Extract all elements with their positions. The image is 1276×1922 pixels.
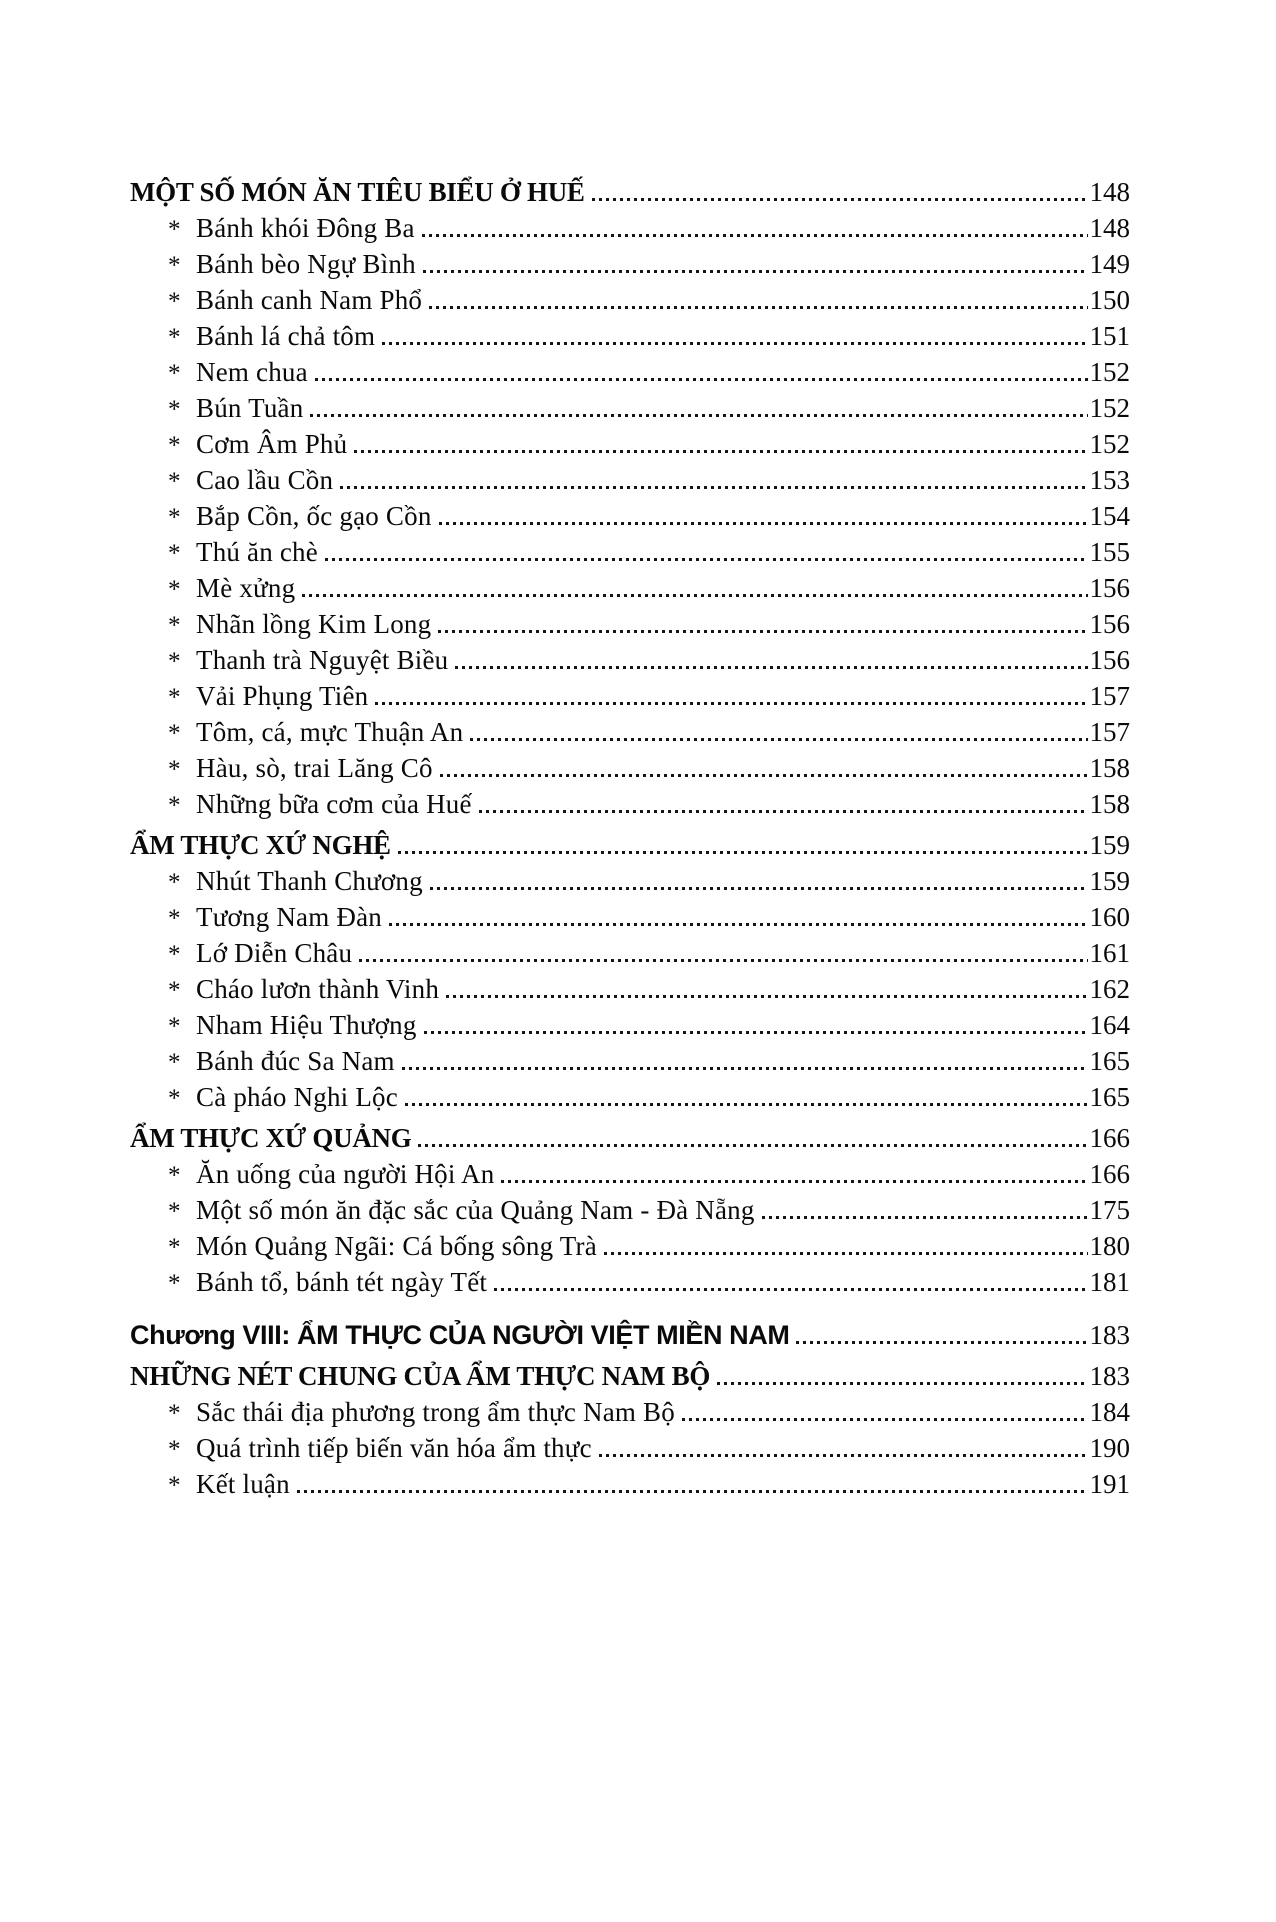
toc-entry [130, 172, 1130, 208]
toc-entry [130, 1262, 1130, 1298]
toc-entry-label: Cà pháo Nghi Lộc [196, 1082, 398, 1113]
toc-entry [130, 1226, 1130, 1262]
toc-entry-label: Nem chua [196, 357, 308, 388]
toc-entry [130, 933, 1130, 969]
dotted-leader [297, 1490, 1088, 1493]
toc-entry-page-number: 166 [1089, 1159, 1130, 1189]
toc-entry [130, 784, 1130, 820]
toc-entry [130, 316, 1130, 352]
toc-entry-page-number: 183 [1089, 1320, 1130, 1350]
toc-entry-page-number: 183 [1089, 1361, 1130, 1391]
dotted-leader [398, 851, 1088, 854]
bullet-asterisk: * [168, 540, 181, 567]
bullet-asterisk: * [168, 905, 181, 932]
dotted-leader [359, 959, 1087, 962]
toc-entry-page-number: 165 [1089, 1046, 1130, 1076]
toc-entry-page-number: 157 [1089, 681, 1130, 711]
toc-entry-label: Lớ Diễn Châu [196, 938, 353, 969]
bullet-asterisk: * [168, 504, 181, 531]
dotted-leader [479, 810, 1088, 813]
dotted-leader [424, 1031, 1088, 1034]
toc-entry [130, 712, 1130, 748]
toc-entry [130, 1041, 1130, 1077]
dotted-leader [470, 738, 1087, 741]
dotted-leader [494, 1288, 1087, 1291]
bullet-asterisk: * [168, 977, 181, 1004]
bullet-asterisk: * [168, 576, 181, 603]
toc-entry [130, 352, 1130, 388]
toc-entry-label: Hàu, sò, trai Lăng Cô [196, 753, 433, 784]
bullet-asterisk: * [168, 432, 181, 459]
bullet-asterisk: * [168, 1400, 181, 1427]
dotted-leader [310, 414, 1087, 417]
toc-entry [130, 424, 1130, 460]
toc-entry-page-number: 157 [1089, 717, 1130, 747]
bullet-asterisk: * [168, 252, 181, 279]
toc-entry [130, 1005, 1130, 1041]
dotted-leader [446, 995, 1087, 998]
toc-entry [130, 532, 1130, 568]
toc-entry [130, 460, 1130, 496]
toc-entry-label: Bánh đúc Sa Nam [196, 1046, 395, 1077]
toc-entry-page-number: 152 [1089, 357, 1130, 387]
bullet-asterisk: * [168, 612, 181, 639]
dotted-leader [599, 1454, 1088, 1457]
dotted-leader [762, 1216, 1088, 1219]
bullet-asterisk: * [168, 720, 181, 747]
toc-entry [130, 244, 1130, 280]
toc-entry-page-number: 156 [1089, 573, 1130, 603]
toc-entry-label: Chương VIII: ẨM THỰC CỦA NGƯỜI VIỆT MIỀN NAM [130, 1320, 790, 1351]
bullet-asterisk: * [168, 684, 181, 711]
toc-entry-page-number: 154 [1089, 501, 1130, 531]
toc-entry-label: Nhãn lồng Kim Long [196, 609, 432, 640]
toc-entry-label: NHỮNG NÉT CHUNG CỦA ẨM THỰC NAM BỘ [130, 1361, 711, 1392]
toc-entry-label: Cơm Âm Phủ [196, 429, 348, 460]
toc-entry [130, 388, 1130, 424]
bullet-asterisk: * [168, 1162, 181, 1189]
toc-entry [130, 1190, 1130, 1226]
toc-entry [130, 1118, 1130, 1154]
dotted-leader [604, 1252, 1088, 1255]
dotted-leader [302, 594, 1087, 597]
toc-entry-page-number: 175 [1089, 1195, 1130, 1225]
toc-entry [130, 969, 1130, 1005]
dotted-leader [315, 378, 1088, 381]
bullet-asterisk: * [168, 869, 181, 896]
dotted-leader [430, 887, 1088, 890]
toc-entry-label: Thanh trà Nguyệt Biều [196, 645, 449, 676]
toc-entry [130, 825, 1130, 861]
toc-list [130, 172, 1130, 1500]
dotted-leader [418, 1144, 1087, 1147]
toc-entry-page-number: 150 [1089, 285, 1130, 315]
toc-entry-label: Bánh khói Đông Ba [196, 213, 415, 244]
dotted-leader [682, 1418, 1088, 1421]
dotted-leader [354, 450, 1087, 453]
toc-entry-label: Cao lầu Cồn [196, 465, 334, 496]
bullet-asterisk: * [168, 288, 181, 315]
toc-entry-label: Bánh lá chả tôm [196, 321, 376, 352]
bullet-asterisk: * [168, 941, 181, 968]
bullet-asterisk: * [168, 360, 181, 387]
toc-entry-page-number: 148 [1089, 213, 1130, 243]
toc-entry-page-number: 149 [1089, 249, 1130, 279]
toc-entry-page-number: 181 [1089, 1267, 1130, 1297]
bullet-asterisk: * [168, 324, 181, 351]
bullet-asterisk: * [168, 1270, 181, 1297]
toc-entry [130, 208, 1130, 244]
toc-entry-label: Bánh canh Nam Phổ [196, 285, 423, 316]
toc-entry-label: Sắc thái địa phương trong ẩm thực Nam Bộ [196, 1397, 675, 1428]
toc-entry [130, 676, 1130, 712]
toc-entry-label: Ăn uống của người Hội An [196, 1159, 495, 1190]
dotted-leader [439, 522, 1088, 525]
bullet-asterisk: * [168, 792, 181, 819]
toc-entry [130, 1154, 1130, 1190]
toc-entry-page-number: 164 [1089, 1010, 1130, 1040]
bullet-asterisk: * [168, 756, 181, 783]
toc-entry-page-number: 190 [1089, 1433, 1130, 1463]
bullet-asterisk: * [168, 1436, 181, 1463]
bullet-asterisk: * [168, 396, 181, 423]
toc-entry [130, 1464, 1130, 1500]
bullet-asterisk: * [168, 1049, 181, 1076]
bullet-asterisk: * [168, 1013, 181, 1040]
toc-entry [130, 1428, 1130, 1464]
bullet-asterisk: * [168, 1234, 181, 1261]
toc-entry-page-number: 161 [1089, 938, 1130, 968]
dotted-leader [340, 486, 1087, 489]
toc-entry [130, 861, 1130, 897]
toc-entry-page-number: 148 [1089, 177, 1130, 207]
dotted-leader [440, 774, 1088, 777]
toc-entry [130, 1315, 1130, 1351]
toc-entry-label: Kết luận [196, 1469, 290, 1500]
toc-entry-page-number: 158 [1089, 753, 1130, 783]
bullet-asterisk: * [168, 1085, 181, 1112]
toc-entry-page-number: 152 [1089, 393, 1130, 423]
dotted-leader [405, 1103, 1088, 1106]
toc-entry-label: ẨM THỰC XỨ NGHỆ [130, 830, 391, 861]
toc-entry-label: Những bữa cơm của Huế [196, 789, 472, 820]
dotted-leader [429, 306, 1087, 309]
bullet-asterisk: * [168, 216, 181, 243]
toc-entry-label: Tôm, cá, mực Thuận An [196, 717, 464, 748]
toc-entry-label: Thú ăn chè [196, 537, 318, 568]
toc-entry-label: Tương Nam Đàn [196, 902, 382, 933]
toc-entry-page-number: 151 [1089, 321, 1130, 351]
dotted-leader [375, 702, 1087, 705]
dotted-leader [796, 1341, 1087, 1344]
toc-entry-page-number: 184 [1089, 1397, 1130, 1427]
toc-entry-label: MỘT SỐ MÓN ĂN TIÊU BIỂU Ở HUẾ [130, 177, 585, 208]
toc-entry [130, 604, 1130, 640]
dotted-leader [501, 1180, 1087, 1183]
toc-entry-label: Bắp Cồn, ốc gạo Cồn [196, 501, 432, 532]
toc-entry-page-number: 166 [1089, 1123, 1130, 1153]
bullet-asterisk: * [168, 648, 181, 675]
toc-entry [130, 496, 1130, 532]
toc-entry-label: Nhút Thanh Chương [196, 866, 423, 897]
toc-entry-label: Quá trình tiếp biến văn hóa ẩm thực [196, 1433, 592, 1464]
toc-entry-label: Bánh bèo Ngự Bình [196, 249, 416, 280]
toc-entry [130, 1356, 1130, 1392]
toc-entry [130, 1392, 1130, 1428]
toc-entry-page-number: 162 [1089, 974, 1130, 1004]
toc-entry-page-number: 153 [1089, 465, 1130, 495]
toc-entry-page-number: 156 [1089, 645, 1130, 675]
toc-entry [130, 568, 1130, 604]
toc-entry-page-number: 180 [1089, 1231, 1130, 1261]
toc-entry [130, 897, 1130, 933]
toc-entry-label: Món Quảng Ngãi: Cá bống sông Trà [196, 1231, 597, 1262]
dotted-leader [422, 234, 1088, 237]
toc-entry-label: Một số món ăn đặc sắc của Quảng Nam - Đà Nẵng [196, 1195, 755, 1226]
toc-entry-label: Bánh tổ, bánh tét ngày Tết [196, 1267, 488, 1298]
dotted-leader [389, 923, 1088, 926]
toc-entry-page-number: 152 [1089, 429, 1130, 459]
toc-entry-label: ẨM THỰC XỨ QUẢNG [130, 1123, 412, 1154]
dotted-leader [592, 198, 1088, 201]
toc-entry [130, 748, 1130, 784]
toc-entry-page-number: 165 [1089, 1082, 1130, 1112]
dotted-leader [402, 1067, 1088, 1070]
toc-entry-label: Bún Tuần [196, 393, 304, 424]
toc-entry-page-number: 156 [1089, 609, 1130, 639]
toc-entry-page-number: 155 [1089, 537, 1130, 567]
dotted-leader [382, 342, 1087, 345]
dotted-leader [423, 270, 1088, 273]
toc-entry [130, 640, 1130, 676]
dotted-leader [717, 1382, 1087, 1385]
toc-entry-page-number: 191 [1089, 1469, 1130, 1499]
bullet-asterisk: * [168, 1472, 181, 1499]
bullet-asterisk: * [168, 1198, 181, 1225]
toc-entry-page-number: 160 [1089, 902, 1130, 932]
toc-entry-label: Vải Phụng Tiên [196, 681, 369, 712]
toc-entry-label: Nham Hiệu Thượng [196, 1010, 417, 1041]
dotted-leader [455, 666, 1087, 669]
toc-entry-label: Mè xửng [196, 573, 296, 604]
dotted-leader [438, 630, 1087, 633]
toc-entry-page-number: 158 [1089, 789, 1130, 819]
bullet-asterisk: * [168, 468, 181, 495]
toc-entry-label: Cháo lươn thành Vinh [196, 974, 440, 1005]
toc-entry [130, 1077, 1130, 1113]
toc-entry-page-number: 159 [1089, 830, 1130, 860]
toc-entry [130, 280, 1130, 316]
toc-entry-page-number: 159 [1089, 866, 1130, 896]
dotted-leader [325, 558, 1088, 561]
